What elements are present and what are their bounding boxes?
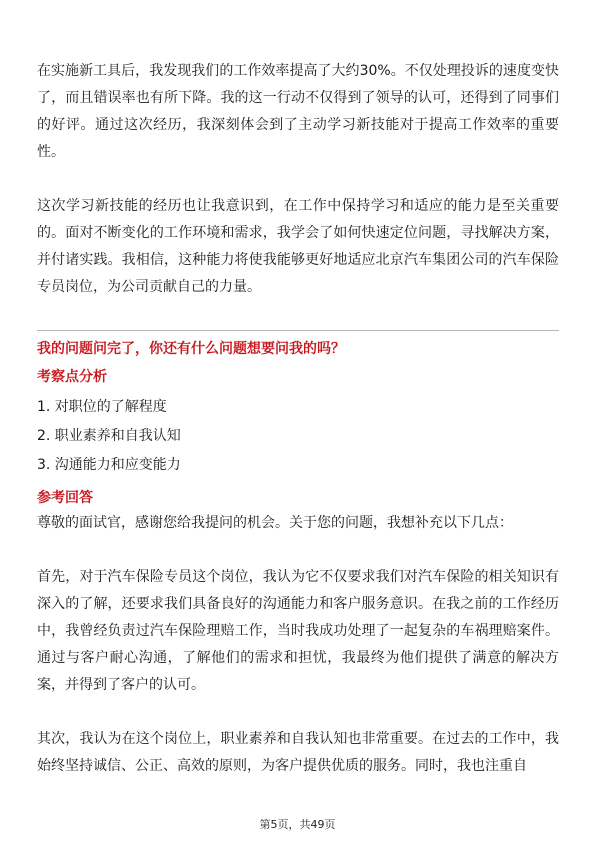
answer-section <box>37 510 559 780</box>
analysis-points <box>37 393 559 480</box>
analysis-point-1: 1. 对职位的了解程度 <box>37 399 167 415</box>
answer-paragraph-3: 其次，我认为在这个岗位上，职业素养和自我认知也非常重要。在过去的工作中，我始终坚持诚信、公正、高效的原则，为客户提供优质的服务。同时，我也注重自 <box>37 731 559 774</box>
section-divider <box>37 330 559 331</box>
intro-section <box>37 58 559 301</box>
analysis-point-3: 3. 沟通能力和应变能力 <box>37 457 181 473</box>
paragraph-spacer <box>37 699 559 726</box>
answer-paragraph-2: 首先，对于汽车保险专员这个岗位，我认为它不仅要求我们对汽车保险的相关知识有深入的了解，还要求我们具备良好的沟通能力和客户服务意识。在我之前的工作经历中，我曾经负责过汽车保险理赔工作，当时我成功处理了一起复杂的车祸理赔案件。通过与客户耐心沟通，了解他们的需求和担忧，我最终为他们提供了满意的解决方案，并得到了客户的认可。 <box>37 569 559 693</box>
paragraph-spacer <box>37 166 559 193</box>
answer-paragraph-1: 尊敬的面试官，感谢您给我提问的机会。关于您的问题，我想补充以下几点： <box>37 515 513 531</box>
page-indicator: 第5页，共49页 <box>259 818 336 831</box>
analysis-point-2: 2. 职业素养和自我认知 <box>37 428 181 444</box>
intro-paragraph-1: 在实施新工具后，我发现我们的工作效率提高了大约30%。不仅处理投诉的速度变快了，而且错误率也有所下降。我的这一行动不仅得到了领导的认可，还得到了同事们的好评。通过这次经历，我深刻体会到了主动学习新技能对于提高工作效率的重要性。 <box>37 63 559 160</box>
intro-paragraph-2: 这次学习新技能的经历也让我意识到，在工作中保持学习和适应的能力是至关重要的。面对不断变化的工作环境和需求，我学会了如何快速定位问题，寻找解决方案，并付诸实践。我相信，这种能力将使我能够更好地适应北京汽车集团公司的汽车保险专员岗位，为公司贡献自己的力量。 <box>37 198 559 295</box>
answer-heading: 参考回答 <box>37 490 93 506</box>
paragraph-spacer <box>37 537 559 564</box>
analysis-heading: 考察点分析 <box>37 369 107 385</box>
question-title: 我的问题问完了，你还有什么问题想要问我的吗？ <box>37 341 345 357</box>
